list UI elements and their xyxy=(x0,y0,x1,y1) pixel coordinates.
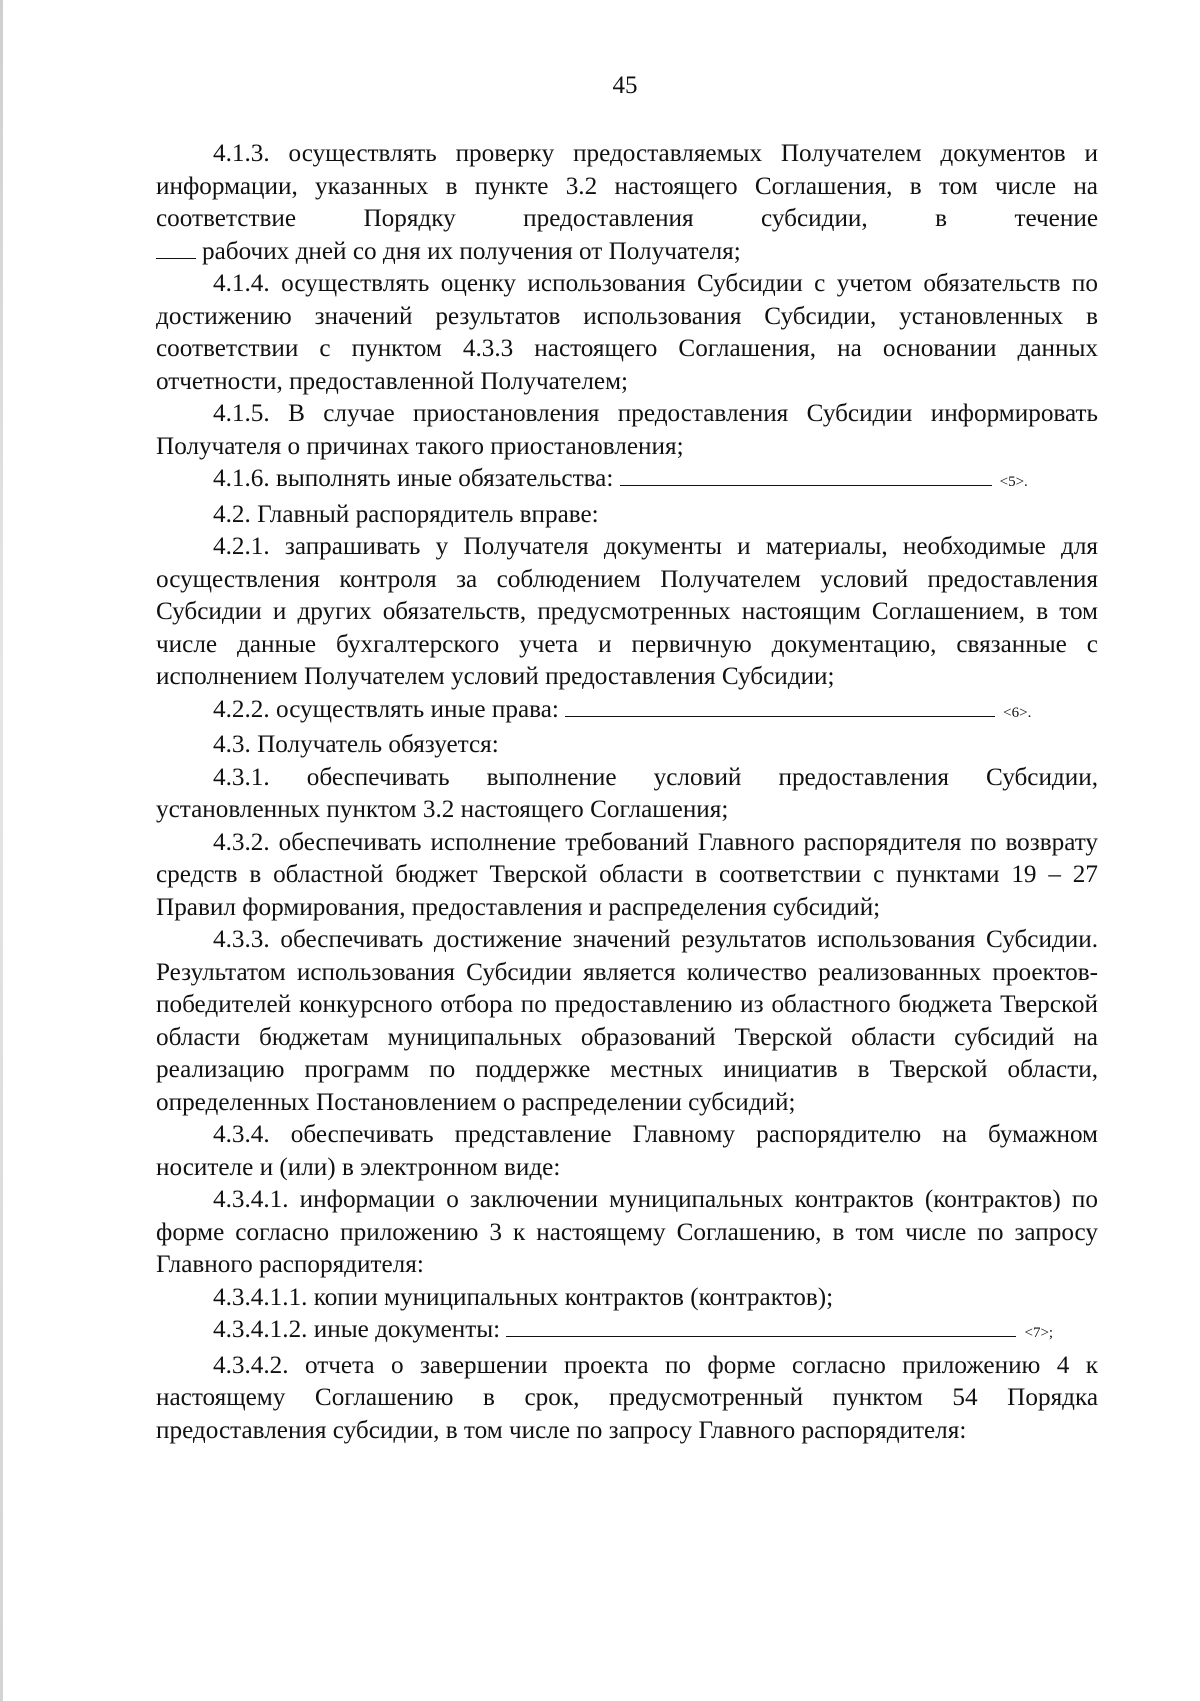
paragraph-4-3-4-1-1: 4.3.4.1.1. копии муниципальных контрактов (контрактов); xyxy=(213,1283,834,1311)
scan-edge xyxy=(0,0,3,1701)
paragraph-4-1-5: 4.1.5. В случае приостановления предоставления Субсидии информировать Получателя о причинах такого приостановления; xyxy=(156,400,1098,460)
blank-line xyxy=(620,463,992,486)
paragraph-4-2-2 xyxy=(156,694,1098,730)
document-body xyxy=(156,138,1098,1447)
paragraph-4-1-3-tail: рабочих дней со дня их получения от Получателя; xyxy=(202,237,741,265)
paragraph-4-3-4-1-2 xyxy=(156,1314,1098,1350)
paragraph-4-3-1: 4.3.1. обеспечивать выполнение условий предоставления Субсидии, установленных пунктом 3.2 настоящего Соглашения; xyxy=(156,763,1098,823)
blank-line xyxy=(565,694,995,717)
paragraph-4-3-4-1-2-text: 4.3.4.1.2. иные документы: xyxy=(213,1316,501,1343)
footnote-ref: <6>. xyxy=(1003,704,1032,721)
paragraph-4-3-4-1: 4.3.4.1. информации о заключении муниципальных контрактов (контрактов) по форме согласно приложению 3 к настоящему Соглашению, в том числе по запросу Главного распорядителя: xyxy=(156,1186,1098,1278)
page-number: 45 xyxy=(612,72,638,99)
paragraph-4-3-4-2: 4.3.4.2. отчета о завершении проекта по форме согласно приложению 4 к настоящему Соглашению в срок, предусмотренный пунктом 54 Порядка предоставления субсидии, в том числе по запросу Главного распорядителя: xyxy=(156,1351,1098,1444)
footnote-ref: <7>; xyxy=(1024,1325,1054,1341)
paragraph-4-3-3: 4.3.3. обеспечивать достижение значений результатов использования Субсидии. Результатом использования Субсидии является количество реализованных проектов-победителей конкурсного отбора по предоставлению из областного бюджета Тверской области бюджетам муниципальных образований Тверской области субсидий на реализацию программ по поддержке местных инициатив в Тверской области, определенных Постановлением о распределении субсидий; xyxy=(156,926,1098,1116)
paragraph-4-2-1: 4.2.1. запрашивать у Получателя документы и материалы, необходимые для осуществления контроля за соблюдением Получателем условий предоставления Субсидии и других обязательств, предусмотренных настоящим Соглашением, в том числе данные бухгалтерского учета и первичную документацию, связанные с исполнением Получателем условий предоставления Субсидии; xyxy=(156,533,1098,690)
paragraph-4-2-2-text: 4.2.2. осуществлять иные права: xyxy=(213,695,559,723)
paragraph-4-1-3: 4.1.3. осуществлять проверку предоставляемых Получателем документов и информации, указанных в пункте 3.2 настоящего Соглашения, в том числе на соответствие Порядку предоставления субсидии, в течение xyxy=(156,140,1098,232)
paragraph-4-1-4: 4.1.4. осуществлять оценку использования Субсидии с учетом обязательств по достижению значений результатов использования Субсидии, установленных в соответствии с пунктом 4.3.3 настоящего Соглашения, на основании данных отчетности, предоставленной Получателем; xyxy=(156,270,1098,395)
paragraph-4-1-3-cont xyxy=(156,236,1098,269)
blank-line xyxy=(506,1314,1016,1337)
paragraph-4-3-4: 4.3.4. обеспечивать представление Главному распорядителю на бумажном носителе и (или) в электронном виде: xyxy=(156,1121,1098,1181)
blank-line xyxy=(156,236,196,259)
footnote-ref: <5>. xyxy=(999,474,1028,490)
paragraph-4-1-6 xyxy=(156,463,1098,499)
paragraph-4-2: 4.2. Главный распорядитель вправе: xyxy=(213,500,599,528)
paragraph-4-3-2: 4.3.2. обеспечивать исполнение требований Главного распорядителя по возврату средств в областной бюджет Тверской области в соответствии с пунктами 19 – 27 Правил формирования, предоставления и распределения субсидий; xyxy=(156,828,1098,921)
paragraph-4-3: 4.3. Получатель обязуется: xyxy=(213,731,499,758)
paragraph-4-1-6-text: 4.1.6. выполнять иные обязательства: xyxy=(213,465,614,492)
